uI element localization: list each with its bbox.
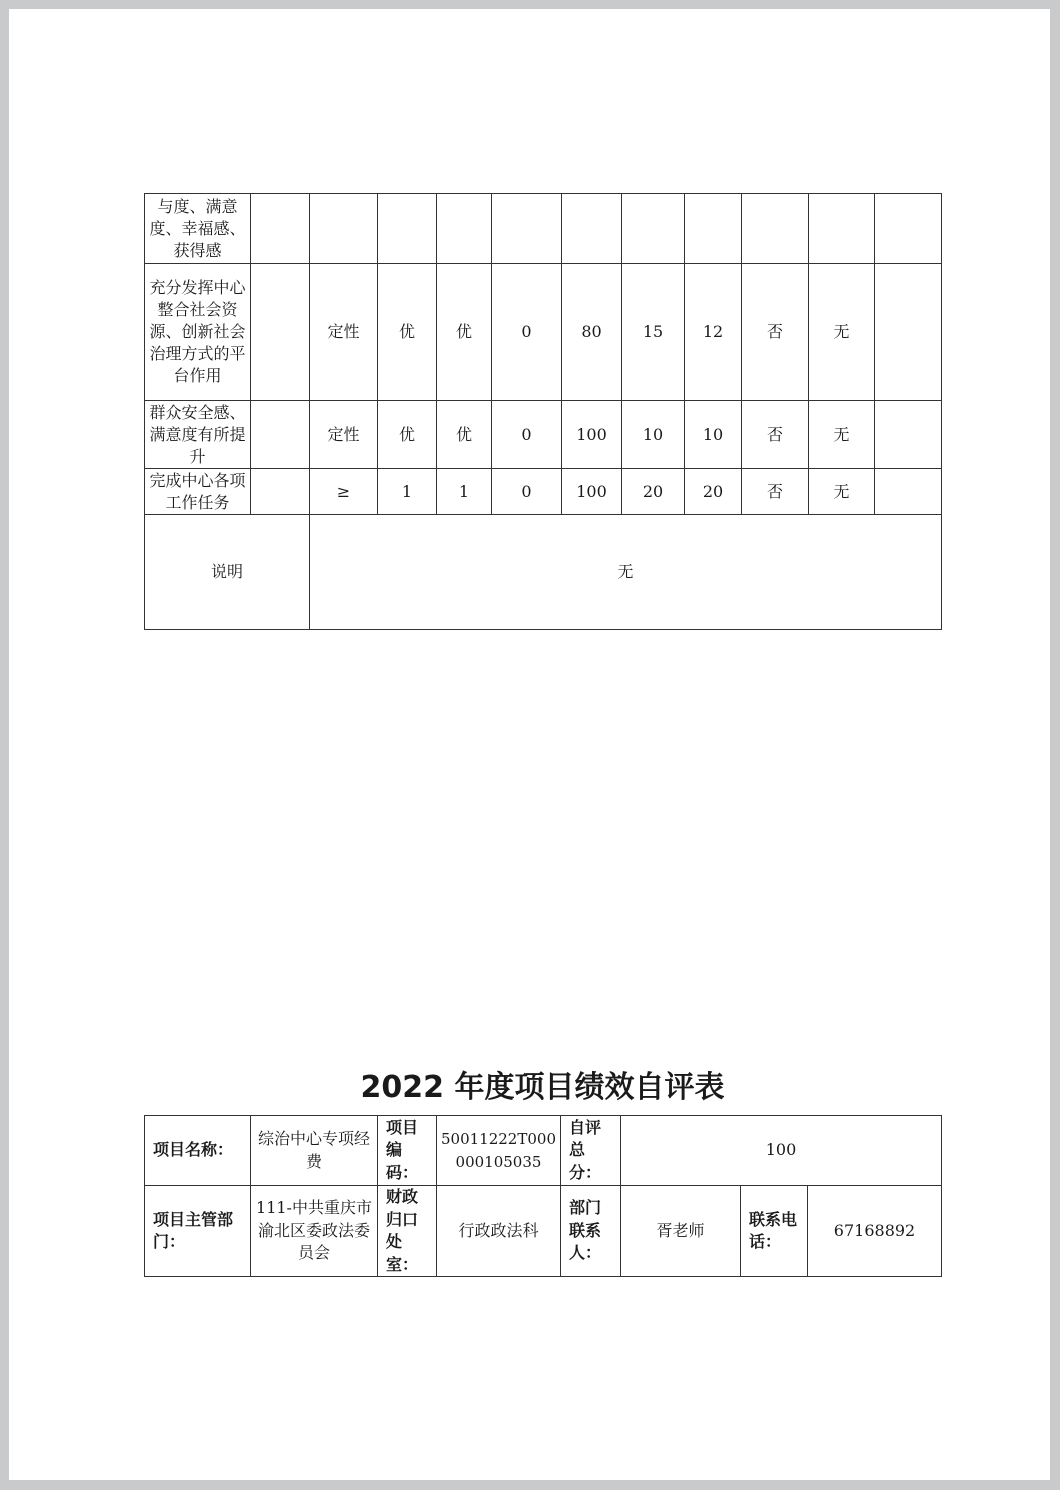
cell: 0 [492, 469, 562, 515]
contact: 胥老师 [621, 1186, 741, 1277]
cell: 100 [562, 469, 622, 515]
project-code-label: 项目编码： [378, 1116, 437, 1186]
indicator-name: 充分发挥中心整合社会资源、创新社会治理方式的平台作用 [145, 264, 251, 401]
cell [492, 194, 562, 264]
reason: 无 [809, 401, 875, 469]
table-row [145, 264, 942, 401]
target-value: 优 [378, 401, 437, 469]
deviation: 否 [742, 469, 809, 515]
page-title: 2022 年度项目绩效自评表 [360, 1070, 725, 1105]
cell: 0 [492, 401, 562, 469]
indicator-name: 群众安全感、满意度有所提升 [145, 401, 251, 469]
self-score-label: 自评总分： [561, 1116, 621, 1186]
weight: 20 [622, 469, 685, 515]
weight [622, 194, 685, 264]
cell [875, 469, 942, 515]
note-label: 说明 [145, 515, 310, 630]
target-value: 优 [378, 264, 437, 401]
score: 10 [685, 401, 742, 469]
score: 12 [685, 264, 742, 401]
actual-value: 1 [437, 469, 492, 515]
reason: 无 [809, 264, 875, 401]
cell [562, 194, 622, 264]
cell: 0 [492, 264, 562, 401]
indicator-table [144, 193, 942, 630]
phone: 67168892 [808, 1186, 942, 1277]
table-row [145, 194, 942, 264]
table-row [145, 1186, 942, 1277]
cell [875, 194, 942, 264]
cell [875, 401, 942, 469]
dept: 111-中共重庆市渝北区委政法委员会 [251, 1186, 378, 1277]
indicator-nature: 定性 [310, 264, 378, 401]
self-score: 100 [621, 1116, 942, 1186]
actual-value: 优 [437, 264, 492, 401]
deviation [742, 194, 809, 264]
score: 20 [685, 469, 742, 515]
finance-office: 行政政法科 [437, 1186, 561, 1277]
weight: 15 [622, 264, 685, 401]
target-value: 1 [378, 469, 437, 515]
note-value: 无 [310, 515, 942, 630]
phone-label: 联系电话： [741, 1186, 808, 1277]
target-value [378, 194, 437, 264]
project-code: 50011222T000000105035 [437, 1116, 561, 1186]
weight: 10 [622, 401, 685, 469]
indicator-nature: ≥ [310, 469, 378, 515]
indicator-nature [310, 194, 378, 264]
cell [251, 194, 310, 264]
project-name-label: 项目名称： [145, 1116, 251, 1186]
cell [875, 264, 942, 401]
reason: 无 [809, 469, 875, 515]
indicator-nature: 定性 [310, 401, 378, 469]
cell: 100 [562, 401, 622, 469]
table-row [145, 401, 942, 469]
table-row [145, 469, 942, 515]
deviation: 否 [742, 401, 809, 469]
indicator-name: 与度、满意度、幸福感、获得感 [145, 194, 251, 264]
cell: 80 [562, 264, 622, 401]
actual-value: 优 [437, 401, 492, 469]
finance-office-label: 财政归口处室： [378, 1186, 437, 1277]
cell [251, 401, 310, 469]
project-info-table [144, 1115, 942, 1277]
cell [251, 469, 310, 515]
table-row [145, 1116, 942, 1186]
contact-label: 部门联系人： [561, 1186, 621, 1277]
cell [251, 264, 310, 401]
project-name: 综治中心专项经费 [251, 1116, 378, 1186]
score [685, 194, 742, 264]
dept-label: 项目主管部门： [145, 1186, 251, 1277]
actual-value [437, 194, 492, 264]
deviation: 否 [742, 264, 809, 401]
indicator-name: 完成中心各项工作任务 [145, 469, 251, 515]
reason [809, 194, 875, 264]
note-row [145, 515, 942, 630]
